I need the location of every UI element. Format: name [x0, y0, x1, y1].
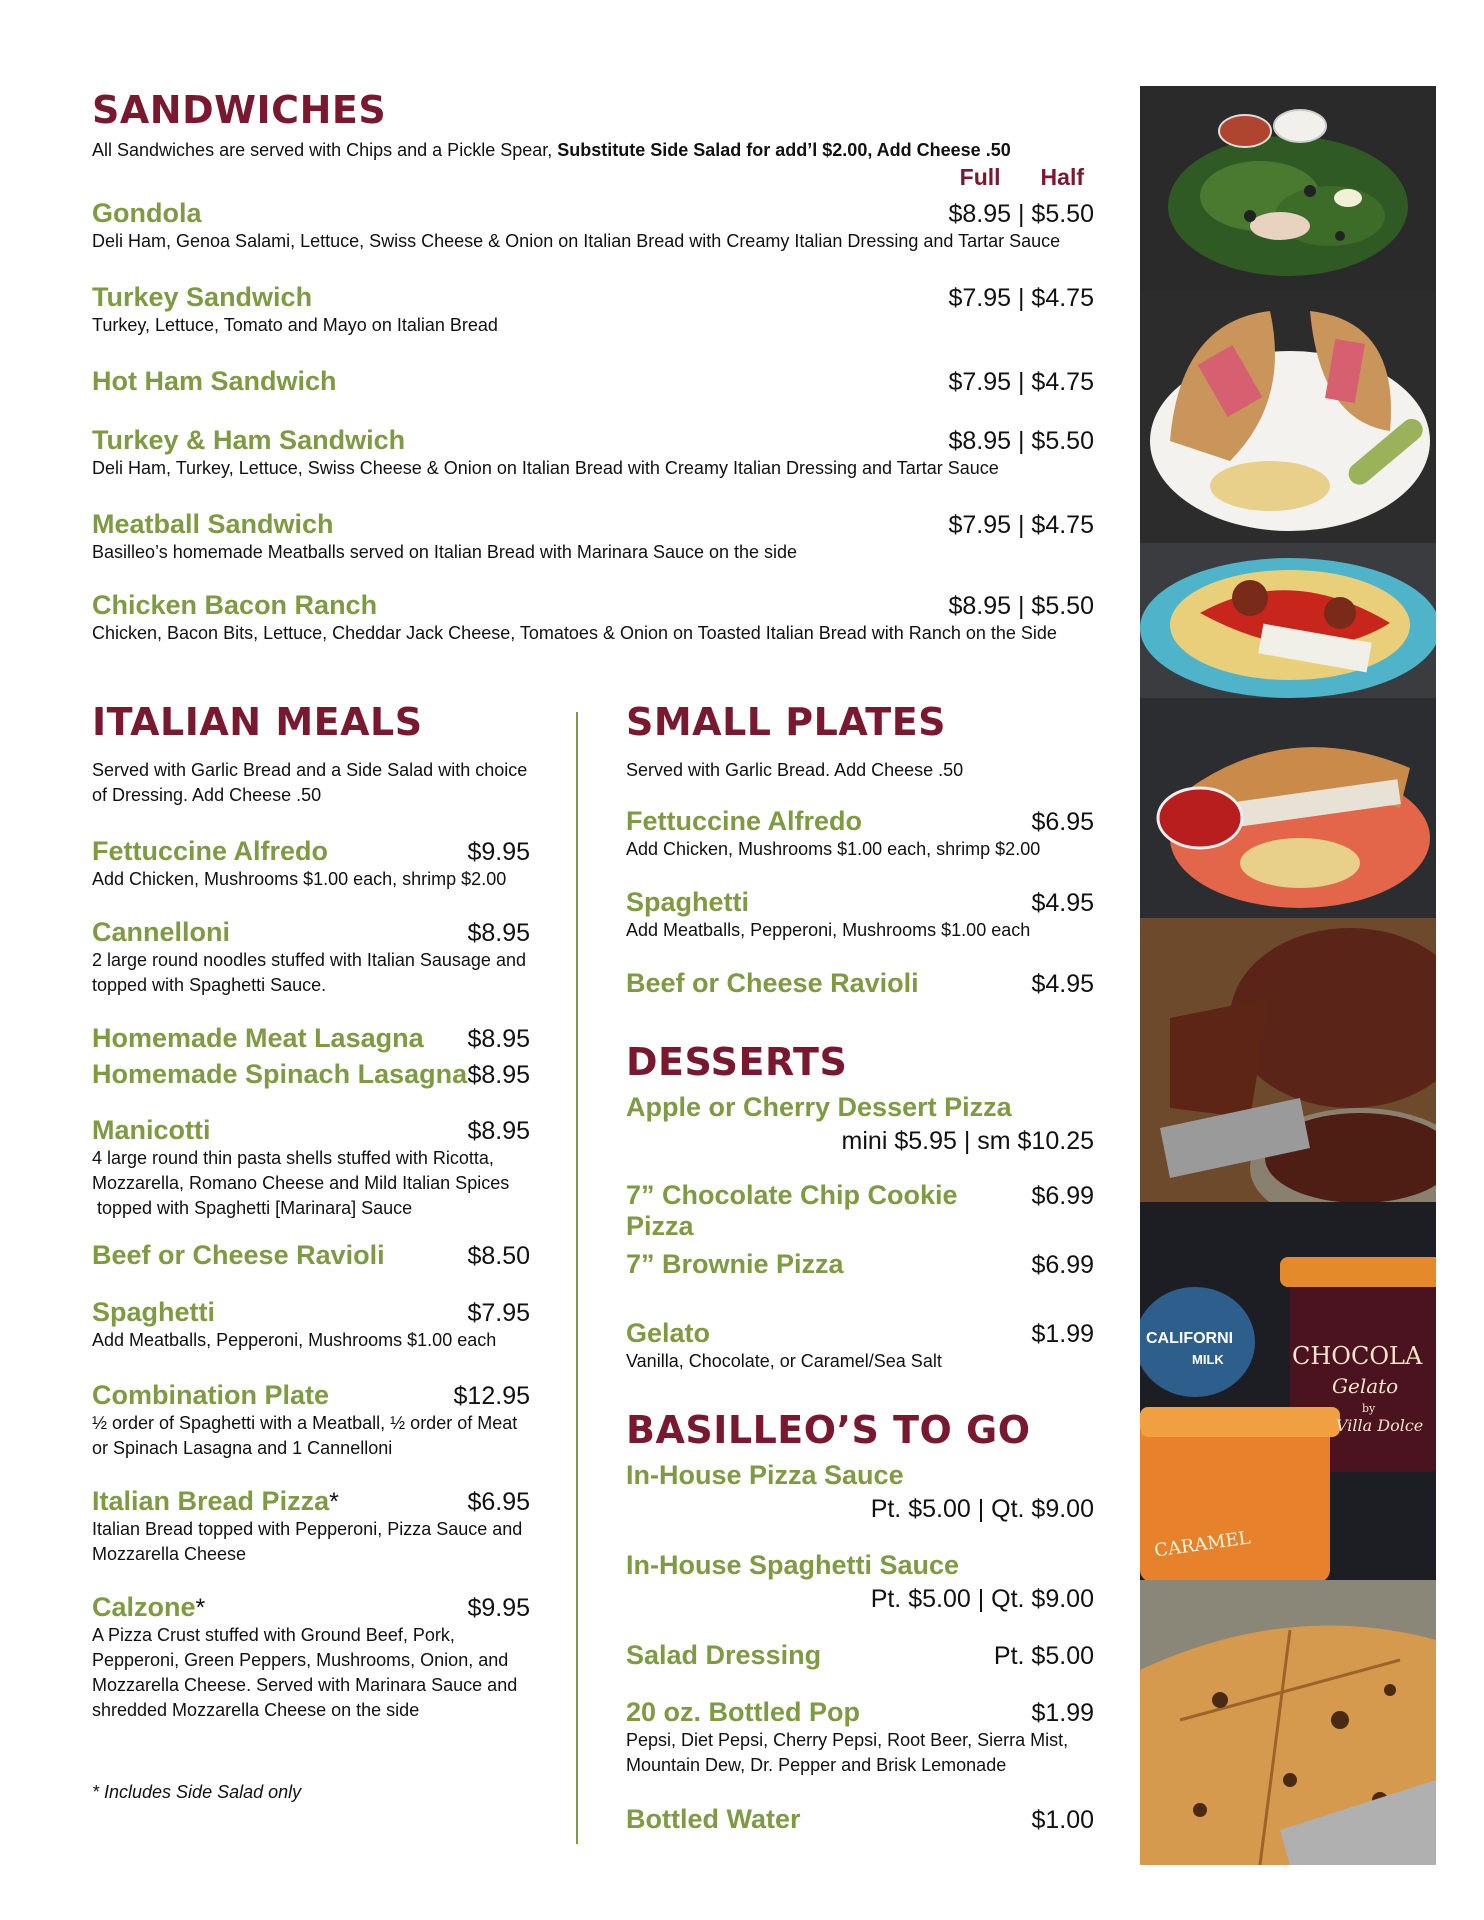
- item-name: Homemade Meat Lasagna: [92, 1023, 424, 1053]
- item-name: 20 oz. Bottled Pop: [626, 1697, 861, 1727]
- menu-item: [92, 1115, 530, 1221]
- item-price: $8.95 | $5.50: [948, 427, 1094, 455]
- item-name: Homemade Spinach Lasagna: [92, 1059, 468, 1089]
- menu-item: [626, 1249, 1094, 1280]
- meatball-sub-photo: [1140, 698, 1436, 918]
- item-price: $8.95 | $5.50: [948, 592, 1094, 620]
- spaghetti-photo: [1140, 543, 1436, 698]
- item-name: Beef or Cheese Ravioli: [92, 1240, 385, 1270]
- cookie-pizza-photo: [1140, 1580, 1436, 1865]
- item-price: $8.95: [467, 1117, 530, 1145]
- item-price: $9.95: [467, 838, 530, 866]
- menu-item: [626, 1092, 1094, 1156]
- sandwich-item: [92, 590, 1094, 646]
- sandwiches-intro: All Sandwiches are served with Chips and a Pickle Spear, Substitute Side Salad for add’l $2.00, Add Cheese .50: [92, 140, 1011, 160]
- item-price: $6.95: [467, 1488, 530, 1516]
- menu-item: [626, 806, 1094, 862]
- sandwich-item: [92, 198, 1094, 254]
- gelato-photo: [1140, 1202, 1436, 1580]
- item-price: mini $5.95 | sm $10.25: [841, 1127, 1094, 1155]
- menu-item: [92, 1486, 530, 1567]
- item-name: Manicotti: [92, 1115, 211, 1145]
- menu-item: [92, 1380, 530, 1461]
- menu-item: [92, 917, 530, 998]
- menu-item: [626, 1640, 1094, 1671]
- item-price: $6.99: [1031, 1182, 1094, 1210]
- item-price: $1.99: [1031, 1320, 1094, 1348]
- item-price: $4.95: [1031, 970, 1094, 998]
- item-price: $7.95 | $4.75: [948, 368, 1094, 396]
- menu-item: [92, 1023, 530, 1054]
- sandwiches-title: SANDWICHES: [92, 88, 387, 132]
- item-name: Beef or Cheese Ravioli: [626, 968, 919, 998]
- gelato-label-chocolate: CHOCOLA: [1292, 1342, 1423, 1370]
- menu-item: [626, 1697, 1094, 1778]
- item-name: Italian Bread Pizza: [92, 1486, 330, 1516]
- menu-item: [92, 1592, 530, 1723]
- item-price: $7.95 | $4.75: [948, 284, 1094, 312]
- brownie-pizza-photo: [1140, 918, 1436, 1202]
- menu-item: [92, 1240, 530, 1271]
- item-description: Mozzarella Cheese. Served with Marinara Sauce and: [92, 1675, 518, 1695]
- right-column: [626, 700, 1094, 1834]
- sandwiches-section: [92, 88, 1094, 643]
- item-price: $8.95: [467, 1061, 530, 1089]
- item-description: Deli Ham, Turkey, Lettuce, Swiss Cheese & Onion on Italian Bread with Creamy Italian Dressing and Tartar Sauce: [92, 458, 999, 478]
- item-name: In-House Spaghetti Sauce: [626, 1550, 960, 1580]
- item-description: Turkey, Lettuce, Tomato and Mayo on Italian Bread: [92, 315, 498, 335]
- item-price: $8.50: [467, 1242, 530, 1270]
- item-description: Add Chicken, Mushrooms $1.00 each, shrimp $2.00: [626, 839, 1041, 859]
- gelato-label-gelato: Gelato: [1332, 1374, 1399, 1398]
- col-half-label: Half: [1040, 164, 1084, 190]
- item-price: Pt. $5.00 | Qt. $9.00: [870, 1585, 1094, 1613]
- gelato-label-california: CALIFORNI: [1146, 1330, 1234, 1347]
- item-price: $8.95: [467, 1025, 530, 1053]
- item-description: Italian Bread topped with Pepperoni, Pizza Sauce and: [92, 1519, 523, 1539]
- item-description: Mozzarella Cheese: [92, 1544, 247, 1564]
- item-description: Vanilla, Chocolate, or Caramel/Sea Salt: [626, 1351, 942, 1371]
- item-price: $7.95 | $4.75: [948, 511, 1094, 539]
- item-description: or Spinach Lasagna and 1 Cannelloni: [92, 1438, 393, 1458]
- item-price: $6.99: [1031, 1251, 1094, 1279]
- sandwich-item: [92, 282, 1094, 338]
- italian-intro-line: of Dressing. Add Cheese .50: [92, 785, 322, 805]
- asterisk-mark: *: [195, 1594, 206, 1622]
- item-price: Pt. $5.00 | Qt. $9.00: [870, 1495, 1094, 1523]
- item-price: $1.00: [1031, 1806, 1094, 1834]
- item-price: $12.95: [453, 1382, 530, 1410]
- gelato-label-caramel: CARAMEL: [1153, 1527, 1252, 1562]
- item-description: ½ order of Spaghetti with a Meatball, ½ order of Meat: [92, 1413, 518, 1433]
- asterisk-mark: *: [329, 1488, 339, 1516]
- menu-item: [626, 1180, 1094, 1242]
- item-description: Pepperoni, Green Peppers, Mushrooms, Onion, and: [92, 1650, 509, 1670]
- item-price: $6.95: [1031, 808, 1094, 836]
- item-description: Mountain Dew, Dr. Pepper and Brisk Lemonade: [626, 1755, 1007, 1775]
- item-price: $4.95: [1031, 889, 1094, 917]
- item-name: Gondola: [92, 198, 202, 228]
- column-divider: [576, 712, 578, 1844]
- item-description: Add Meatballs, Pepperoni, Mushrooms $1.00 each: [92, 1330, 497, 1350]
- item-description: topped with Spaghetti Sauce.: [92, 975, 327, 995]
- gelato-label-brand: Villa Dolce: [1336, 1416, 1424, 1435]
- item-name: Calzone: [92, 1592, 196, 1622]
- menu-item: [626, 1318, 1094, 1374]
- item-name: Chicken Bacon Ranch: [92, 590, 378, 620]
- salad-photo: [1140, 86, 1436, 291]
- item-name: 7” Brownie Pizza: [626, 1249, 844, 1279]
- item-price: $1.99: [1031, 1699, 1094, 1727]
- item-name: Apple or Cherry Dessert Pizza: [626, 1092, 1012, 1122]
- small-plates-intro: Served with Garlic Bread. Add Cheese .50: [626, 760, 964, 780]
- item-description: 4 large round thin pasta shells stuffed with Ricotta,: [92, 1148, 494, 1168]
- item-description: Deli Ham, Genoa Salami, Lettuce, Swiss Cheese & Onion on Italian Bread with Creamy Italian Dressing and Tartar Sauce: [92, 231, 1061, 251]
- menu-item: [92, 1059, 530, 1090]
- item-name: Bottled Water: [626, 1804, 801, 1834]
- item-description: topped with Spaghetti [Marinara] Sauce: [92, 1198, 413, 1218]
- item-description: A Pizza Crust stuffed with Ground Beef, Pork,: [92, 1625, 455, 1645]
- item-description: Add Meatballs, Pepperoni, Mushrooms $1.00 each: [626, 920, 1031, 940]
- item-price: $8.95: [467, 919, 530, 947]
- item-price: $9.95: [467, 1594, 530, 1622]
- item-name: Hot Ham Sandwich: [92, 366, 337, 396]
- item-name: Turkey & Ham Sandwich: [92, 425, 406, 455]
- item-name: In-House Pizza Sauce: [626, 1460, 904, 1490]
- menu-item: [92, 1297, 530, 1353]
- item-name: Fettuccine Alfredo: [92, 836, 329, 866]
- italian-meals-section: [92, 700, 552, 1802]
- small-plates-title: SMALL PLATES: [626, 700, 947, 744]
- footnote: * Includes Side Salad only: [92, 1782, 302, 1802]
- item-name: Salad Dressing: [626, 1640, 822, 1670]
- item-name: Meatball Sandwich: [92, 509, 334, 539]
- price-column-headers: [960, 164, 1084, 191]
- sandwich-item: [92, 509, 1094, 565]
- item-description: Add Chicken, Mushrooms $1.00 each, shrimp $2.00: [92, 869, 507, 889]
- italian-intro-line: Served with Garlic Bread and a Side Salad with choice: [92, 760, 528, 780]
- to-go-title: BASILLEO’S TO GO: [626, 1408, 1031, 1452]
- item-name: Spaghetti: [92, 1297, 216, 1327]
- item-description: 2 large round noodles stuffed with Italian Sausage and: [92, 950, 526, 970]
- item-price: $7.95: [467, 1299, 530, 1327]
- sandwich-item: [92, 425, 1094, 481]
- menu-item: [626, 968, 1094, 999]
- item-name: Cannelloni: [92, 917, 231, 947]
- item-name: 7” Chocolate Chip Cookie Pizza: [626, 1180, 958, 1241]
- item-name: Gelato: [626, 1318, 711, 1348]
- menu-item: [626, 1460, 1094, 1524]
- desserts-title: DESSERTS: [626, 1040, 848, 1084]
- item-name: Combination Plate: [92, 1380, 330, 1410]
- col-full-label: Full: [959, 164, 1001, 190]
- item-description: Pepsi, Diet Pepsi, Cherry Pepsi, Root Beer, Sierra Mist,: [626, 1730, 1069, 1750]
- gelato-label-milk: MILK: [1192, 1352, 1224, 1367]
- menu-item: [626, 1550, 1094, 1614]
- item-name: Spaghetti: [626, 887, 750, 917]
- sandwich-item: [92, 366, 1094, 397]
- item-name: Turkey Sandwich: [92, 282, 313, 312]
- item-description: shredded Mozzarella Cheese on the side: [92, 1700, 420, 1720]
- item-description: Basilleo’s homemade Meatballs served on Italian Bread with Marinara Sauce on the side: [92, 542, 798, 562]
- item-price: Pt. $5.00: [993, 1642, 1094, 1670]
- item-price: $8.95 | $5.50: [948, 200, 1094, 228]
- menu-item: [626, 887, 1094, 943]
- item-name: Fettuccine Alfredo: [626, 806, 863, 836]
- item-description: Chicken, Bacon Bits, Lettuce, Cheddar Jack Cheese, Tomatoes & Onion on Toasted Italian Bread with Ranch on the Side: [92, 623, 1057, 643]
- sandwich-photo: [1140, 291, 1436, 543]
- menu-item: [92, 836, 530, 892]
- menu-item: [626, 1804, 1094, 1835]
- italian-meals-title: ITALIAN MEALS: [92, 700, 423, 744]
- item-description: Mozzarella, Romano Cheese and Mild Italian Spices: [92, 1173, 510, 1193]
- gelato-label-by: by: [1362, 1402, 1376, 1415]
